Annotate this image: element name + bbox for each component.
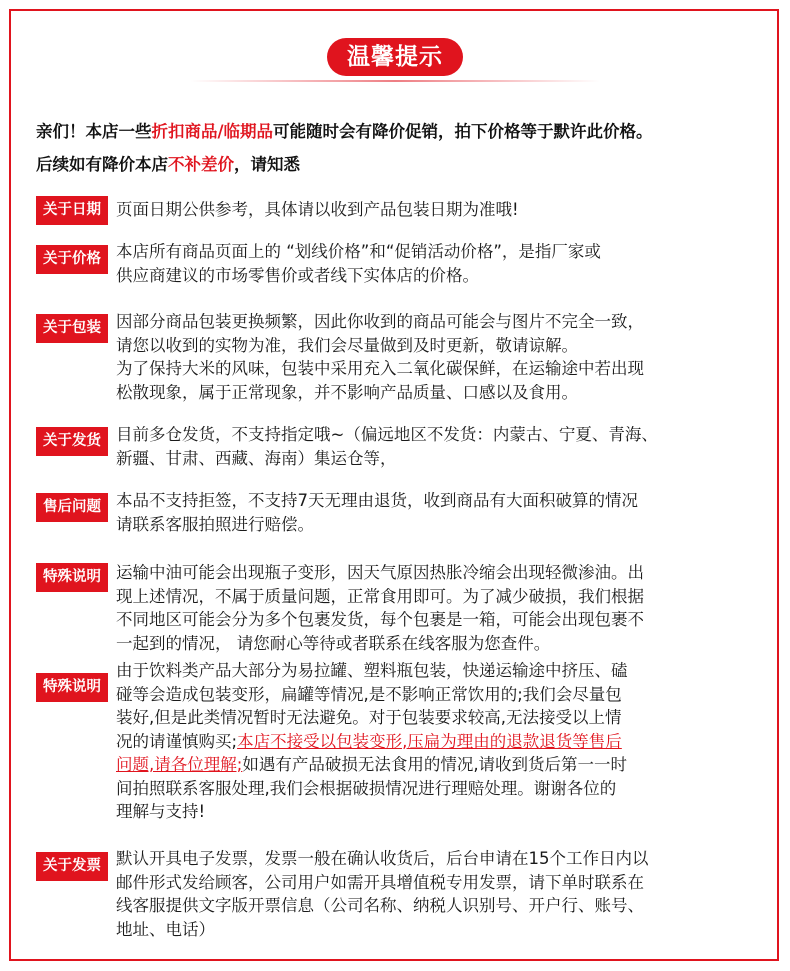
section-body [116,310,776,404]
section-text: 况的请谨慎购买; [116,731,238,751]
section-body [116,198,776,222]
section-tag: 特殊说明 [36,563,108,592]
section-highlight: 本店不接受以包装变形,压扁为理由的退款退货等售后 [237,731,622,751]
notice-highlight: 折扣商品/临期品 [151,122,274,141]
notice-text: 可能随时会有降价促销，拍下价格等于默许此价格。 [273,122,653,141]
section-tag: 关于日期 [36,196,108,225]
notice-line-1 [36,118,766,142]
section-line: 为了保持大米的风味，包装中采用充入二氧化碳保鲜，在运输途中若出现 [116,359,644,378]
section-line: 碰等会造成包装变形，扁罐等情况,是不影响正常饮用的;我们会尽量包 [116,684,622,704]
section-tag: 特殊说明 [36,673,108,702]
section-body [116,240,776,287]
section-body [116,561,776,655]
section-line: 地址、电话） [116,919,215,939]
section-line: 本店所有商品页面上的 “划线价格”和“促销活动价格”，是指厂家或 [116,242,601,261]
section-line: 松散现象，属于正常现象，并不影响产品质量、口感以及食用。 [116,382,578,402]
section-body [116,489,776,536]
section-body [116,847,776,941]
section-tag: 关于发票 [36,852,108,881]
section-highlight: 问题,请各位理解; [116,755,243,774]
page-title: 温馨提示 [327,38,463,76]
section-body [116,659,776,824]
section-line: 一起到的情况， 请您耐心等待或者联系在线客服为您查件。 [116,633,551,653]
section-line: 因部分商品包装更换频繁，因此你收到的商品可能会与图片不完全一致， [116,312,644,331]
section-line: 运输中油可能会出现瓶子变形，因天气原因热胀冷缩会出现轻微渗油。出 [116,563,644,582]
section-tag: 售后问题 [36,493,108,522]
notice-line-2 [36,151,766,175]
section-text: 如遇有产品破损无法食用的情况,请收到货后第一一时 [242,755,628,774]
section-tag: 关于发货 [36,427,108,456]
notice-text: 亲们！本店一些 [36,122,152,141]
section-body [116,423,776,470]
section-line: 间拍照联系客服处理,我们会根据破损情况进行理赔处理。谢谢各位的 [116,778,617,798]
section-line: 不同地区可能会分为多个包裹发货，每个包裹是一箱，可能会出现包裹不 [116,610,644,629]
section-line: 请联系客服拍照进行赔偿。 [116,514,314,534]
section-tag: 关于包装 [36,314,108,343]
notice-text: ，请知悉 [234,155,300,174]
section-line: 新疆、甘肃、西藏、海南）集运仓等， [116,448,397,468]
notice-text: 后续如有降价本店 [36,155,168,174]
notice-highlight: 不补差价 [168,155,234,174]
section-line: 装好,但是此类情况暂时无法避免。对于包装要求较高,无法接受以上情 [116,708,622,727]
section-line: 现上述情况，不属于质量问题，正常食用即可。为了减少破损，我们根据 [116,586,644,606]
section-line: 理解与支持! [116,802,206,821]
section-tag: 关于价格 [36,245,108,274]
section-line: 默认开具电子发票，发票一般在确认收货后，后台申请在15个工作日内以 [116,849,649,868]
section-line: 请您以收到的实物为准，我们会尽量做到及时更新，敬请谅解。 [116,335,578,355]
section-line [116,730,776,754]
section-line: 供应商建议的市场零售价或者线下实体店的价格。 [116,265,479,285]
section-line: 邮件形式发给顾客，公司用户如需开具增值税专用发票，请下单时联系在 [116,872,644,892]
title-divider [190,80,600,82]
section-line: 目前多仓发货，不支持指定哦~（偏远地区不发货：内蒙古、宁夏、青海、 [116,425,658,444]
section-line: 由于饮料类产品大部分为易拉罐、塑料瓶包装，快递运输途中挤压、磕 [116,661,628,680]
section-line: 本品不支持拒签，不支持7天无理由退货，收到商品有大面积破算的情况 [116,491,638,510]
section-line: 线客服提供文字版开票信息（公司名称、纳税人识别号、开户行、账号、 [116,896,644,915]
section-line: 页面日期公供参考，具体请以收到产品包装日期为准哦! [116,200,519,219]
section-line [116,753,776,777]
title-area [0,38,790,76]
